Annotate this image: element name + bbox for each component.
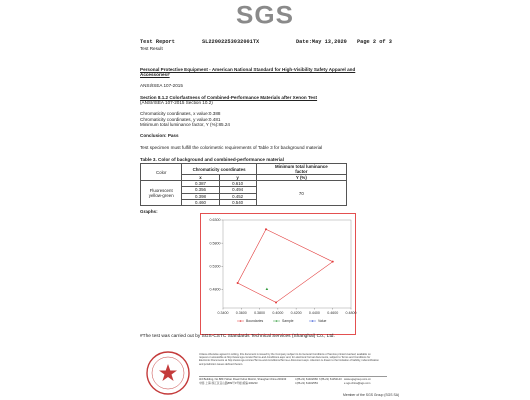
boundary-point <box>275 301 277 303</box>
address-block <box>199 376 387 385</box>
web1: www.sgsgroup.com.cn <box>344 378 371 381</box>
color-name-line1: Fluorescent <box>149 188 173 194</box>
x-tick-label: 0.3600 <box>235 311 247 315</box>
col-chroma-header: Chromaticity coordinates <box>182 164 256 175</box>
y-tick-label: 0.4800 <box>209 287 221 292</box>
page-number: Page 2 of 3 <box>357 39 392 45</box>
phone2: t (86-21) 61402553 <box>295 382 318 385</box>
x-tick-label: 0.4800 <box>345 311 357 315</box>
sub-Y-header: Y (%) <box>256 175 346 181</box>
section-title-line1: Personal Protective Equipment - American National Standard for High-Visibility Safety Apparel and <box>140 67 356 72</box>
result-luminance: Minimum total luminance factor, Y (%):85.24 <box>140 122 230 127</box>
col-luminance-line2: factor <box>295 169 308 174</box>
conclusion: Conclusion: Pass <box>140 133 179 138</box>
address-line1-cn: 中国·上海·徐汇区宜山路889号3号楼 邮编:200233 <box>199 382 258 385</box>
cell-x: 0.387 <box>182 181 219 187</box>
sub-x-header: x <box>182 175 219 181</box>
test-result-label: Test Result <box>140 46 163 51</box>
boundary-point <box>265 228 267 230</box>
x-tick-label: 0.3800 <box>254 311 266 315</box>
boundary-line <box>238 229 333 302</box>
cell-x: 0.460 <box>182 199 219 205</box>
report-label: Test Report <box>140 39 175 45</box>
star-icon <box>159 364 177 381</box>
x-tick-label: 0.4600 <box>327 311 339 315</box>
member-text: Member of the SGS Group (SGS SA) <box>343 393 400 397</box>
chart-svg <box>201 214 355 334</box>
footer-disclaimer: Unless otherwise agreed in writing, this document is issued by the Company subject to its General Conditions of Service printed overleaf, available on request or accessible at http://www.sgs.com/en/Terms-and-Conditions.aspx and, for electronic format documents, subject to Terms and Conditions for Electronic Documents at http://www.sgs.com/en/Terms-and-Conditions/Terms-e-Document.aspx. Attention is drawn to the limitation of liability, indemnification and jurisdiction issues defined therein. <box>199 353 379 366</box>
x-tick-label: 0.4000 <box>272 311 284 315</box>
requirement-text: Test specimen must fulfill the colorimetric requirements of Table 3 for background material <box>140 145 323 150</box>
result-x: Chromaticity coordinates, x value:0.388 <box>140 111 221 116</box>
report-number: SL22002253032001TX <box>202 39 260 45</box>
footnote: #The test was carried out by SGS-CSTC Standards Technical Services (Shanghai) Co., Ltd. <box>140 334 335 339</box>
cell-x: 0.398 <box>182 193 219 199</box>
y-tick-label: 0.5800 <box>209 241 221 246</box>
x-tick-label: 0.4400 <box>308 311 320 315</box>
col-color-header: Color <box>141 164 182 181</box>
table-caption: Table 3. Color of background and combined-performance material <box>140 157 284 162</box>
color-name-cell <box>141 181 182 206</box>
company-seal <box>145 350 191 396</box>
x-tick-label: 0.3400 <box>217 311 229 315</box>
legend-label: Boundaries <box>246 319 264 324</box>
cell-x: 0.356 <box>182 187 219 193</box>
phone1: t (86-21) 61402666 <box>295 378 318 381</box>
graphs-label: Graphs: <box>140 209 158 214</box>
min-luminance-cell: 70 <box>256 181 346 206</box>
boundary-point <box>237 282 239 284</box>
section-title-line2: Accessories# <box>140 72 170 77</box>
sub-y-header: y <box>219 175 256 181</box>
legend-label: Value <box>318 319 327 324</box>
address-line1: 3rd Building, No.889 Yishan Road Xuhui District, Shanghai China 200233 <box>199 378 287 381</box>
cell-y: 0.610 <box>219 181 256 187</box>
report-date: Date:May 13,2020 <box>296 39 347 45</box>
standard-ref: ANSI/ISEA 107-2015 <box>140 83 183 88</box>
x-tick-label: 0.4200 <box>290 311 302 315</box>
result-y: Chromaticity coordinates, y value:0.481 <box>140 117 221 122</box>
boundary-point <box>332 261 334 263</box>
fax1: f (86-21) 61152143 <box>319 378 342 381</box>
sample-point <box>266 288 269 290</box>
legend-label: Sample <box>282 319 294 324</box>
y-tick-label: 0.6300 <box>209 218 221 223</box>
legend-marker <box>276 320 278 322</box>
legend-marker <box>240 320 242 322</box>
subsection-ref: (ANSI/ISEA 107-2015 Section 10.2) <box>140 100 213 105</box>
legend-marker <box>312 320 314 322</box>
color-name-line2: yellow-green <box>148 193 174 199</box>
cell-y: 0.494 <box>219 187 256 193</box>
cell-y: 0.452 <box>219 193 256 199</box>
col-luminance-line1: Minimum total luminance <box>275 164 328 169</box>
subsection-title: Section 8.1.2 Colorfastness of Combined-Performance Materials after Xenon Test <box>140 95 318 100</box>
sgs-logo: SGS <box>236 0 294 30</box>
email: e sgs.china@sgs.com <box>344 382 371 385</box>
y-tick-label: 0.5300 <box>209 264 221 269</box>
color-requirements-table <box>140 163 347 206</box>
chromaticity-chart <box>200 213 356 335</box>
col-luminance-header <box>256 164 346 175</box>
cell-y: 0.540 <box>219 199 256 205</box>
